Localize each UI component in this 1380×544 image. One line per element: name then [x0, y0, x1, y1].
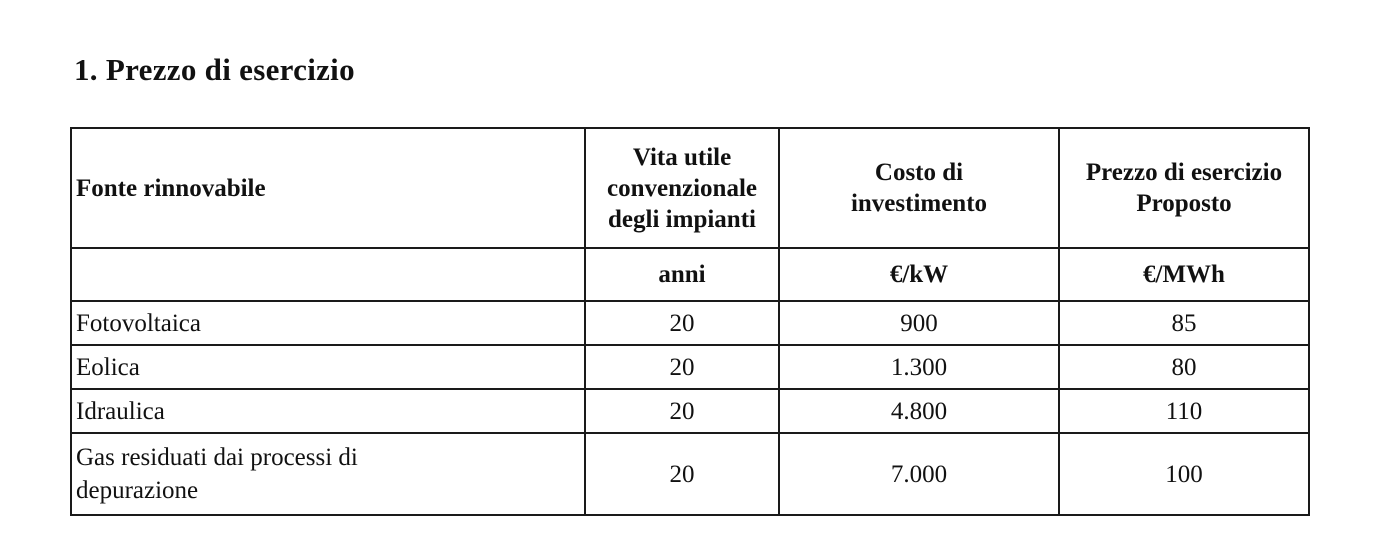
table-units-row: [71, 248, 1309, 301]
cell-fonte: Eolica: [71, 345, 585, 389]
table-row: [71, 433, 1309, 515]
cell-fonte: Fotovoltaica: [71, 301, 585, 345]
table-header-row: [71, 128, 1309, 248]
unit-euro-kw: €/kW: [779, 248, 1059, 301]
cell-prezzo: 110: [1059, 389, 1309, 433]
page-title: 1. Prezzo di esercizio: [74, 52, 355, 87]
cell-vita: 20: [585, 389, 779, 433]
unit-euro-mwh: €/MWh: [1059, 248, 1309, 301]
cell-vita: 20: [585, 345, 779, 389]
cell-prezzo: 100: [1059, 433, 1309, 515]
unit-anni: anni: [585, 248, 779, 301]
table-row: [71, 301, 1309, 345]
cell-costo: 900: [779, 301, 1059, 345]
header-prezzo-esercizio: [1059, 128, 1309, 248]
cell-fonte-line-2: depurazione: [76, 477, 199, 504]
cell-fonte-line-1: Gas residuati dai processi di: [76, 444, 358, 471]
header-costo-line-2: investimento: [850, 190, 988, 217]
header-vita-utile: [585, 128, 779, 248]
price-table: [70, 127, 1310, 516]
cell-costo: 4.800: [779, 389, 1059, 433]
header-vita-line-3: degli impianti: [608, 205, 756, 233]
header-prezzo-line-1: Prezzo di esercizio: [1085, 159, 1283, 186]
header-prezzo-line-2: Proposto: [1136, 190, 1232, 217]
table-row: [71, 389, 1309, 433]
cell-vita: 20: [585, 433, 779, 515]
table-row: [71, 345, 1309, 389]
header-vita-line-2: convenzionale: [607, 174, 757, 202]
cell-fonte: Idraulica: [71, 389, 585, 433]
cell-costo: 7.000: [779, 433, 1059, 515]
unit-fonte: [71, 248, 585, 301]
cell-fonte: [71, 433, 585, 515]
header-fonte-rinnovabile: Fonte rinnovabile: [71, 128, 585, 248]
cell-prezzo: 80: [1059, 345, 1309, 389]
cell-vita: 20: [585, 301, 779, 345]
cell-costo: 1.300: [779, 345, 1059, 389]
header-costo-investimento: [779, 128, 1059, 248]
header-vita-line-1: Vita utile: [632, 143, 732, 171]
cell-prezzo: 85: [1059, 301, 1309, 345]
header-costo-line-1: Costo di: [874, 159, 964, 186]
